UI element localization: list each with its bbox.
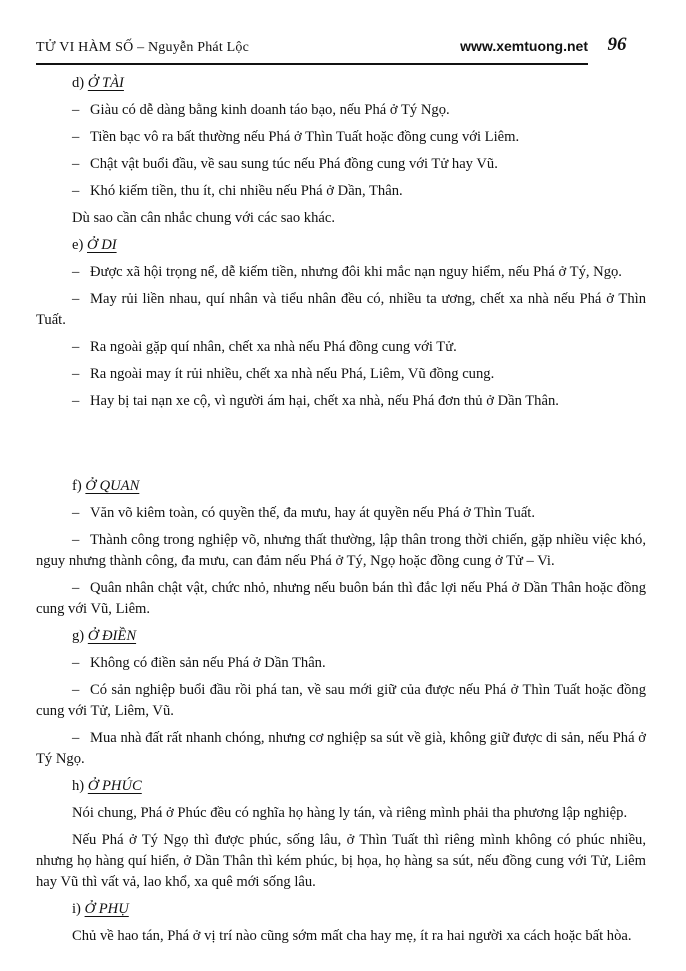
section-heading [36,73,646,94]
bullet-text: Được xã hội trọng nể, dễ kiếm tiền, nhưng đôi khi mắc nạn nguy hiểm, nếu Phá ở Tý, Ngọ. [90,264,622,280]
bullet-dash: – [72,366,80,382]
paragraph-text: Chủ về hao tán, Phá ở vị trí nào cũng sớm mất cha hay mẹ, ít ra hai người xa cách hoặc bất hòa. [72,928,632,944]
bullet-paragraph [36,653,646,674]
section-label: g) [72,628,85,644]
paragraph-text: Nếu Phá ở Tý Ngọ thì được phúc, sống lâu, ở Thìn Tuất thì riêng mình không có phúc nhiều, nhưng họ hàng quí hiển, ở Dần Thân thì kém phúc, bị họa, họ hàng sa sút, nếu đồng cung với Tử, Liêm hay Vũ thì vất vả, lao khổ, xa quê mới sống lâu. [36,832,646,890]
bullet-paragraph [36,728,646,770]
document-content [36,73,646,947]
bullet-dash: – [72,580,80,596]
bullet-paragraph [36,100,646,121]
bullet-paragraph [36,154,646,175]
website-link[interactable]: www.xemtuong.net [460,38,588,54]
section-label: e) [72,237,84,253]
section-label: d) [72,75,85,91]
section-title: Ở PHỤ [84,901,129,917]
section-title: Ở DI [87,237,117,253]
page-header [36,34,646,65]
bullet-text: Ra ngoài may ít rủi nhiều, chết xa nhà nếu Phá, Liêm, Vũ đồng cung. [90,366,495,382]
section-heading [36,235,646,256]
bullet-dash: – [72,264,80,280]
bullet-dash: – [72,156,80,172]
bullet-paragraph [36,680,646,722]
bullet-dash: – [72,291,80,307]
section-label: h) [72,778,85,794]
section-heading [36,776,646,797]
bullet-paragraph [36,503,646,524]
section-label: f) [72,478,82,494]
paragraph-text: Dù sao cần cân nhắc chung với các sao khác. [72,210,335,226]
bullet-dash: – [72,393,80,409]
bullet-text: Mua nhà đất rất nhanh chóng, nhưng cơ nghiệp sa sút về già, không giữ được di sản, nếu Phá ở Tý Ngọ. [36,730,646,767]
header-rule [36,38,588,65]
bullet-paragraph [36,262,646,283]
bullet-dash: – [72,655,80,671]
section-heading [36,899,646,920]
bullet-dash: – [72,682,80,698]
bullet-paragraph [36,530,646,572]
bullet-paragraph [36,337,646,358]
bullet-dash: – [72,102,80,118]
bullet-paragraph [36,127,646,148]
bullet-paragraph [36,289,646,331]
bullet-text: Giàu có dễ dàng bằng kinh doanh táo bạo, nếu Phá ở Tý Ngọ. [90,102,450,118]
bullet-text: Khó kiếm tiền, thu ít, chi nhiều nếu Phá ở Dần, Thân. [90,183,403,199]
bullet-text: Quân nhân chật vật, chức nhỏ, nhưng nếu buôn bán thì đắc lợi nếu Phá ở Dần Thân hoặc đồng cung với Vũ, Liêm. [36,580,646,617]
bullet-paragraph [36,578,646,620]
body-paragraph [36,803,646,824]
bullet-text: Chật vật buổi đầu, về sau sung túc nếu Phá đồng cung với Tử hay Vũ. [90,156,498,172]
bullet-paragraph [36,181,646,202]
bullet-text: Có sản nghiệp buổi đầu rồi phá tan, về sau mới giữ của được nếu Phá ở Thìn Tuất hoặc đồng cung với Tử, Liêm, Vũ. [36,682,646,719]
bullet-text: May rủi liền nhau, quí nhân và tiểu nhân đều có, nhiều ta ương, chết xa nhà nếu Phá ở Thìn Tuất. [36,291,646,328]
bullet-text: Ra ngoài gặp quí nhân, chết xa nhà nếu Phá đồng cung với Tử. [90,339,457,355]
paragraph-text: Nói chung, Phá ở Phúc đều có nghĩa họ hàng ly tán, và riêng mình phải tha phương lập nghiệp. [72,805,628,821]
book-title: TỬ VI HÀM SỐ – Nguyễn Phát Lộc [36,40,249,55]
bullet-paragraph [36,391,646,412]
bullet-text: Không có điền sản nếu Phá ở Dần Thân. [90,655,326,671]
bullet-dash: – [72,532,80,548]
bullet-dash: – [72,730,80,746]
bullet-text: Thành công trong nghiệp võ, nhưng thất thường, lập thân trong thời chiến, gặp nhiều việc khó, nguy nhưng thành công, đa mưu, can đảm nếu Phá ở Tý, Ngọ hoặc đồng cung ở Tử – Vi. [36,532,646,569]
section-title: Ở QUAN [85,478,140,494]
bullet-dash: – [72,505,80,521]
body-paragraph [36,208,646,229]
bullet-dash: – [72,339,80,355]
bullet-dash: – [72,183,80,199]
section-title: Ở ĐIỀN [87,628,137,644]
section-title: Ở TÀI [87,75,124,91]
section-heading [36,626,646,647]
bullet-text: Hay bị tai nạn xe cộ, vì người ám hại, chết xa nhà, nếu Phá đơn thủ ở Dần Thân. [90,393,559,409]
body-paragraph [36,830,646,893]
section-heading [36,476,646,497]
bullet-text: Tiền bạc vô ra bất thường nếu Phá ở Thìn Tuất hoặc đồng cung với Liêm. [90,129,520,145]
bullet-text: Văn võ kiêm toàn, có quyền thế, đa mưu, hay át quyền nếu Phá ở Thìn Tuất. [90,505,535,521]
bullet-paragraph [36,364,646,385]
body-paragraph [36,926,646,947]
page-number: 96 [607,34,627,55]
section-gap [36,418,646,476]
section-title: Ở PHÚC [87,778,142,794]
bullet-dash: – [72,129,80,145]
section-label: i) [72,901,81,917]
